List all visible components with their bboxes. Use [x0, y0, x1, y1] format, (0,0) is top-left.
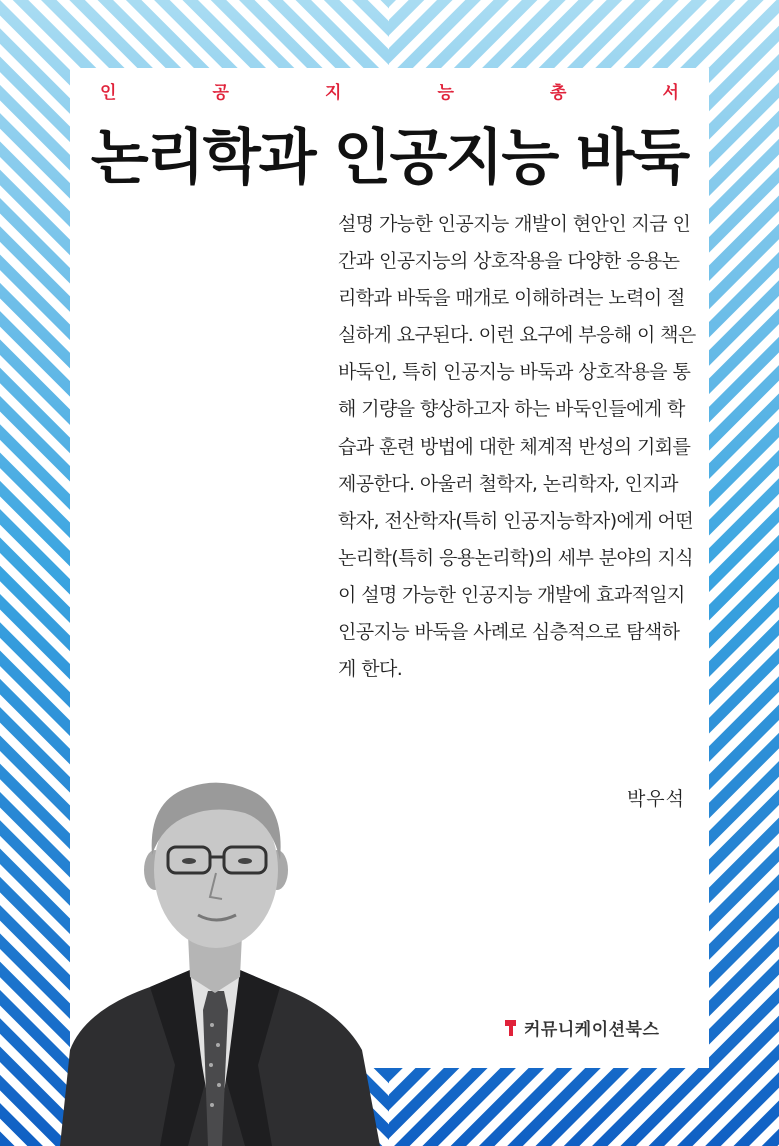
description-line: 실하게 요구된다. 이런 요구에 부응해 이 책은: [338, 324, 696, 347]
series-char: 인: [100, 82, 117, 103]
description-line: 해 기량을 향상하고자 하는 바둑인들에게 학: [338, 398, 685, 421]
description-line: 게 한다.: [338, 658, 403, 681]
series-char: 공: [212, 82, 229, 103]
series-label: [70, 70, 709, 110]
description-line: 설명 가능한 인공지능 개발이 현안인 지금 인: [338, 213, 691, 235]
publisher-logo-icon: [504, 1018, 518, 1038]
series-char: 총: [550, 82, 567, 103]
book-description: [338, 206, 696, 688]
description-line: 습과 훈련 방법에 대한 체계적 반성의 기회를: [338, 435, 691, 458]
description-line: 인공지능 바둑을 사례로 심층적으로 탐색하: [338, 621, 680, 644]
description-line: 이 설명 가능한 인공지능 개발에 효과적일지: [338, 583, 685, 606]
book-title: 논리학과 인공지능 바둑: [90, 123, 689, 193]
series-char: 지: [325, 82, 342, 103]
publisher-name: 커뮤니케이션북스: [524, 1020, 660, 1040]
author-portrait: [40, 765, 390, 1146]
description-line: 논리학(특히 응용논리학)의 세부 분야의 지식: [338, 546, 693, 569]
series-char: 능: [437, 82, 454, 103]
description-line: 바둑인, 특히 인공지능 바둑과 상호작용을 통: [338, 361, 691, 384]
description-line: 제공한다. 아울러 철학자, 논리학자, 인지과: [338, 472, 678, 495]
description-line: 간과 인공지능의 상호작용을 다양한 응용논: [338, 250, 680, 273]
publisher-logo: [504, 1015, 659, 1040]
description-line: 리학과 바둑을 매개로 이해하려는 노력이 절: [338, 287, 685, 310]
author-name: 박우석: [626, 788, 685, 810]
description-line: 학자, 전산학자(특히 인공지능학자)에게 어떤: [338, 509, 693, 532]
series-char: 서: [662, 82, 679, 103]
